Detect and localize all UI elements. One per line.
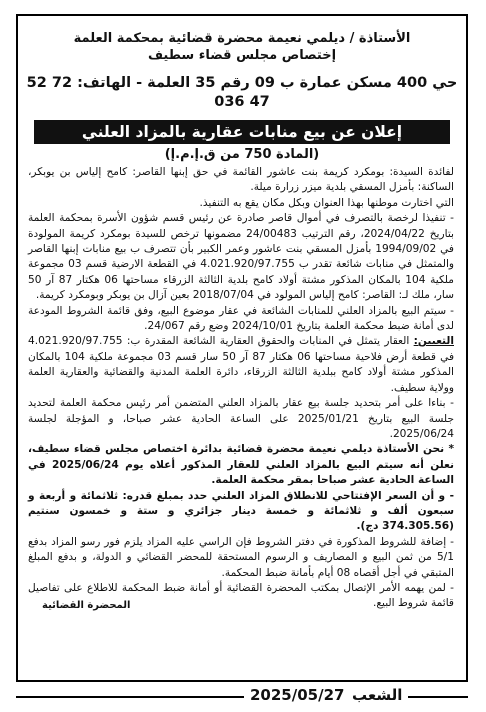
domicile-paragraph: التي اختارت موطنها بهذا العنوان وبكل مكان يقع به التنفيذ. <box>199 196 454 209</box>
authorization-paragraph: - تنفيذا لرخصة بالتصرف في أموال قاصر صادرة عن رئيس قسم شؤون الأسرة بمحكمة العلمة بتاريخ 2024/04/22، رقم الترتيب 24/00483 مضمونها ترخص للسيدة بومكرد كريمة المولودة في 1994/09/02 بأمزل المسقي بنت عاشور وعمر الكبير بأن تتصرف ب بيع منابات إبنها القاصر والمتمثل في منابات شائعة تقدر ب 4.021.920/97.755 في القطعة الارضية قسم 03 مجموعة ملكية 104 بالمكان المذكور مشتة أولاد كامح بلدية الثالثة الزرقاء مساحتها 06 هكتار 87 آر 50 سار، ملك لـ: القاصر: كامح إلياس المولود في 2018/07/04 بعين آزال بن يوبكر وبومكرد كريمة. <box>28 212 454 302</box>
notice-title: إعلان عن بيع منابات عقارية بالمزاد العلني <box>34 120 450 144</box>
sale-terms-paragraph: - سيتم البيع بالمزاد العلني للمنابات الشائعة في عقار موضوع البيع، وفق قائمة الشروط المودعة لدى أمانة ضبط محكمة العلمة بتاريخ 2024/10/01 وضع رقم 24/067. <box>28 304 454 333</box>
jurisdiction: إختصاص مجلس قضاء سطيف <box>147 48 337 63</box>
sale-announcement-paragraph: * نحن الأستاذة ديلمي نعيمة محضرة قضائية بدائرة اختصاص مجلس قضاء سطيف، نعلن أنه سيتم البيع بالمزاد العلني للعقار المذكور أعلاه يوم 2025/06/24 في الساعة الحادية عشر صباحا بمقر محكمة العلمة. <box>28 443 455 487</box>
designation-paragraph <box>28 334 454 396</box>
designation-label: التعيين: <box>413 335 454 348</box>
office-address-phone: حي 400 مسكن عمارة ب 09 رقم 35 العلمة - الهاتف: 72 52 47 036 <box>26 75 458 110</box>
publication-footer <box>16 685 468 707</box>
hearing-order-paragraph: - بناءا على أمر بتحديد جلسة بيع عقار بالمزاد العلني المتضمن أمر رئيس محكمة العلمة لتحديد جلسة البيع بتاريخ 2025/01/21 على الساعة الحادية عشر صباحا، و المؤجلة لجلسة 2025/06/24. <box>28 397 454 440</box>
beneficiary-paragraph: لفائدة السيدة: بومكرد كريمة بنت عاشور القائمة في حق إبنها القاصر: كامح إلياس بن يوبكر، الساكنة: بأمزل المسقي بلدية ميزر زرارة ميلة. <box>28 166 454 194</box>
payment-terms-paragraph: - إضافة للشروط المذكورة في دفتر الشروط فإن الراسي عليه المزاد يلزم فور رسو المزاد بدفع 5/1 من ثمن البيع و المصاريف و الرسوم المستحقة للمحضر القضائي و الدولة، و بدفع المبلغ المتبقي في أجل أقصاه 08 أيام بأمانة ضبط المحكمة. <box>28 535 454 579</box>
designation-text: العقار يتمثل في المنابات والحقوق العقارية الشائعة المقدرة ب: 4.021.920/97.755 في قطعة أرض فلاحية مساحتها 06 هكتار 87 آر 50 سار قسم 03 مجموعة ملكية 104 بالمكان المذكور مشتة أولاد كامح ببلدية الثالثة الزرقاء، دائرة العلمة المدنية والقضائية والعقارية العلمة وولاية سطيف. <box>28 335 455 394</box>
opening-price-paragraph: - و أن السعر الإفتتاحي للانطلاق المزاد العلني حدد بمبلغ قدره: ثلاثمائة و أربعة و سبعون ألف و ثلاثمائة و خمسة دينار جزائري و ستة و خمسون سنتيم (374.305.56 دج). <box>28 489 454 533</box>
newspaper-name: الشعب <box>346 685 408 705</box>
bailiff-name: الأستاذة / ديلمي نعيمة محضرة قضائية بمحكمة العلمة <box>73 31 411 46</box>
signature: المحضرة القضائية <box>42 599 131 611</box>
auction-notice <box>16 14 468 682</box>
notice-body <box>18 165 466 613</box>
contact-paragraph: - لمن يهمه الأمر الإتصال بمكتب المحضرة القضائية أو أمانة ضبط المحكمة للاطلاع على تفاصيل قائمة شروط البيع. <box>28 581 454 610</box>
publication-date: 2025/05/27 <box>244 685 350 705</box>
legal-article: (المادة 750 من ق.إ.م.إ) <box>164 147 320 162</box>
